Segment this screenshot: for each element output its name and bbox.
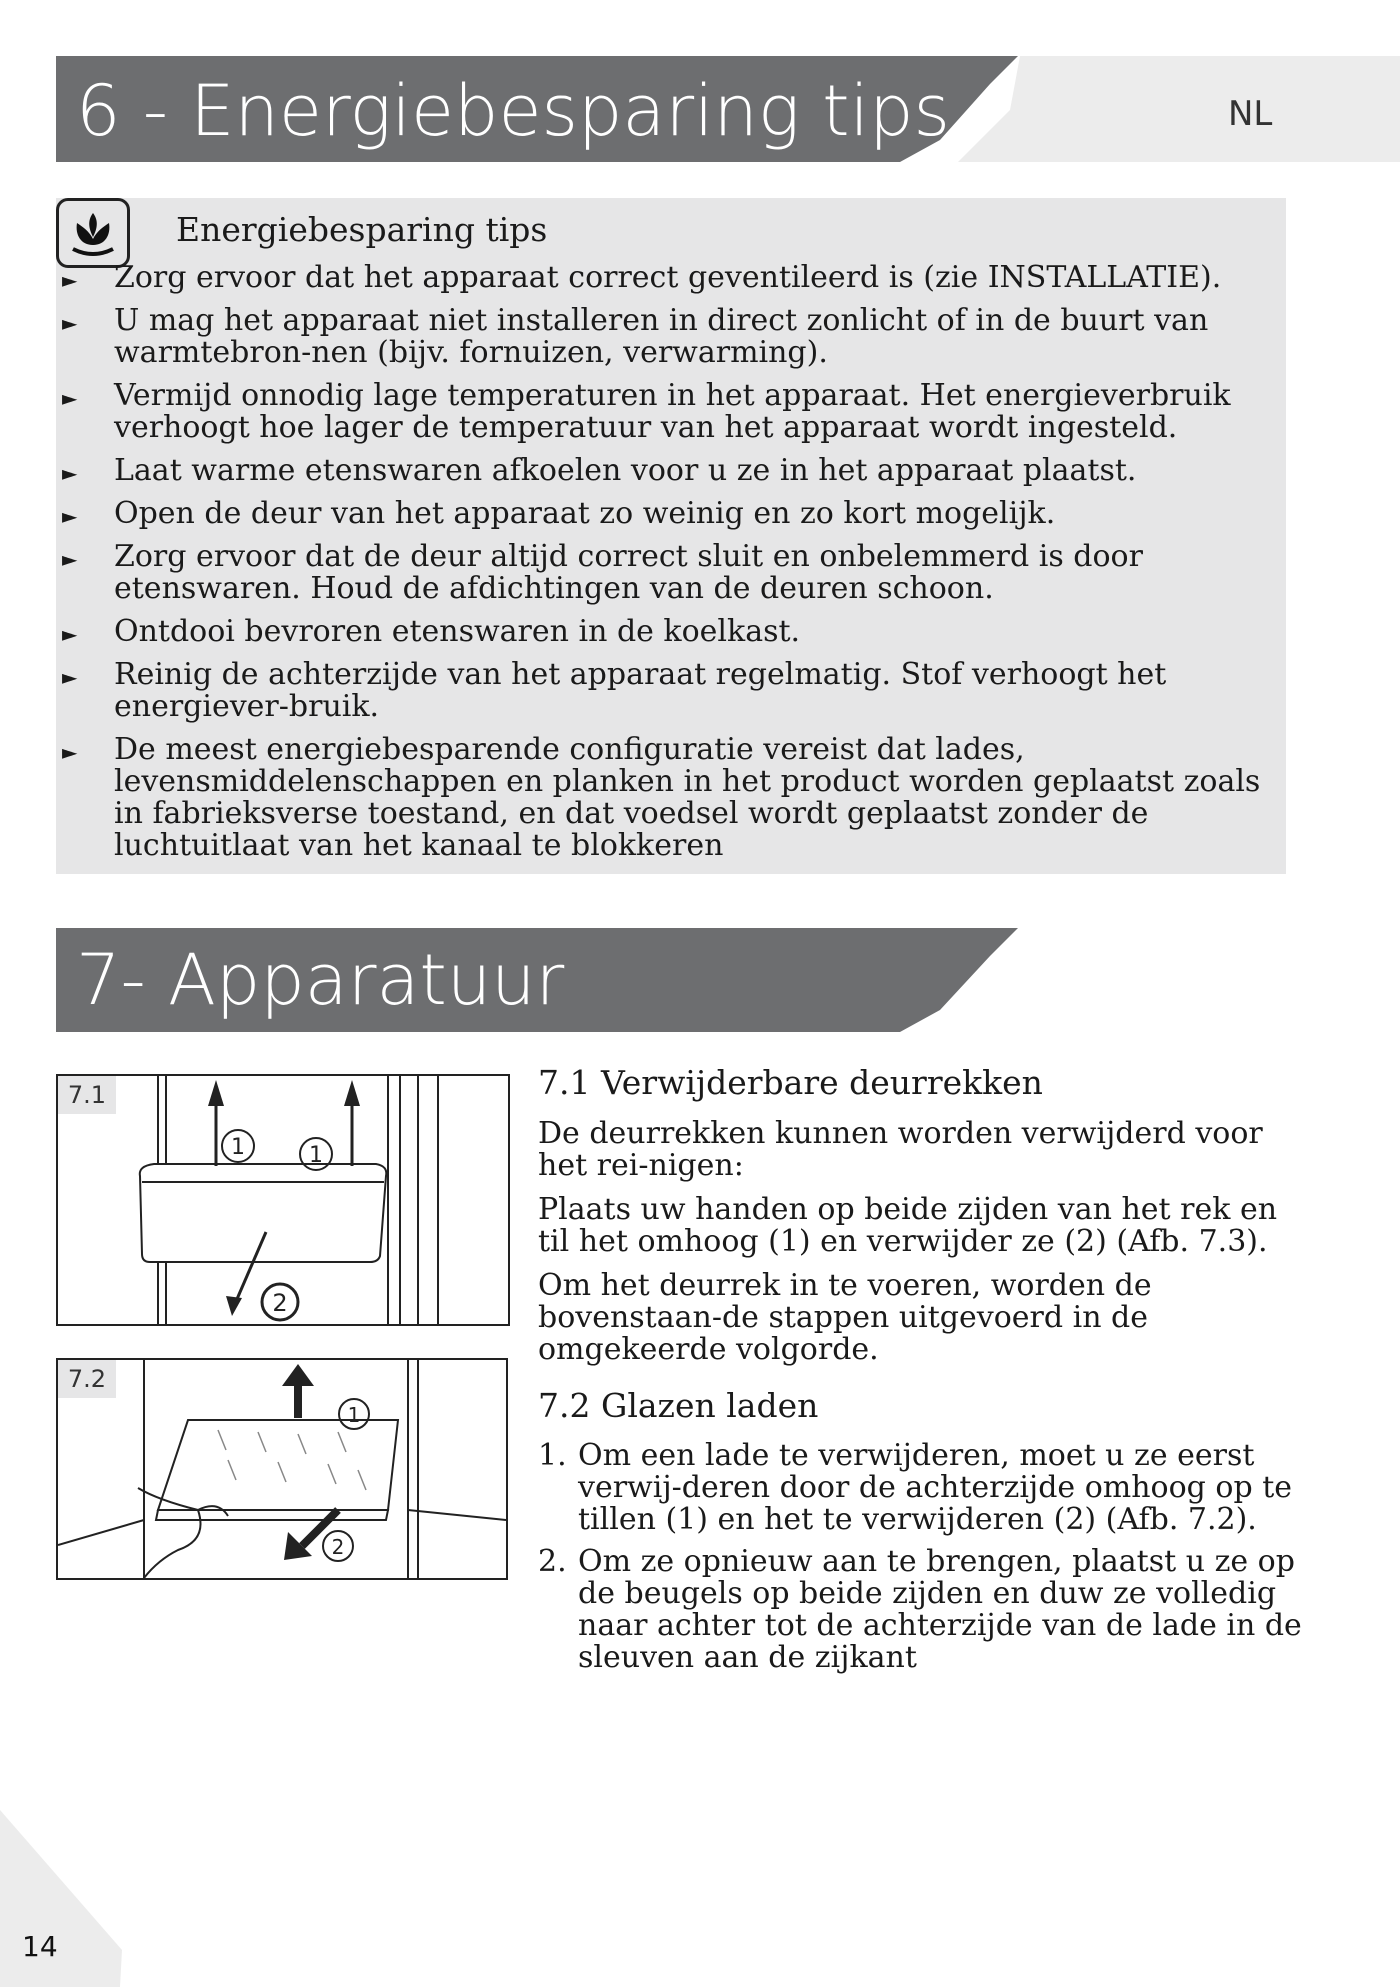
bullet-arrow-icon: ► [62,622,78,646]
callout-1: 1 [309,1143,323,1168]
bullet-arrow-icon: ► [62,547,78,571]
figure-label: 7.1 [58,1076,116,1114]
list-item: ► Reinig de achterzijde van het apparaat regelmatig. Stof verhoogt het energiever-bruik. [62,657,1167,724]
list-item: ► Laat warme etenswaren afkoelen voor u ze in het apparaat plaatst. [62,453,1137,488]
bullet-arrow-icon: ► [62,386,78,410]
bullet-arrow-icon: ► [62,268,78,292]
bullet-arrow-icon: ► [62,740,78,764]
bullet-arrow-icon: ► [62,665,78,689]
list-item: ► Zorg ervoor dat het apparaat correct geventileerd is (zie INSTALLATIE). [62,260,1222,295]
figure-label: 7.2 [58,1360,116,1398]
list-item: ► Open de deur van het apparaat zo weinig en zo kort mogelijk. [62,496,1056,531]
callout-2: 2 [331,1535,345,1559]
tips-heading: Energiebesparing tips [176,210,548,249]
language-code: NL [1228,94,1273,134]
energy-saving-leaf-icon [56,198,130,268]
figure-7-2 [56,1358,508,1580]
bullet-arrow-icon: ► [62,461,78,485]
list-item: 2. Om ze opnieuw aan te brengen, plaatst u ze op de beugels op beide zijden en duw ze volledig naar achter tot de achterzijde van de lade in de sleuven aan de zijkant [538,1544,1302,1675]
steps-list [538,1440,1308,1684]
callout-2: 2 [272,1289,288,1317]
paragraph: Om het deurrek in te voeren, worden de bovenstaan-de stappen uitgevoerd in de omgekeerde volgorde. [538,1268,1152,1367]
bullet-arrow-icon: ► [62,311,78,335]
list-item: ► Ontdooi bevroren etenswaren in de koelkast. [62,614,801,649]
subsection-7-1-heading: 7.1 Verwijderbare deurrekken [538,1063,1043,1102]
subsection-7-2-heading: 7.2 Glazen laden [538,1386,819,1425]
bullet-arrow-icon: ► [62,504,78,528]
tips-list [56,262,1271,873]
list-item: ► De meest energiebesparende configuratie vereist dat lades, levensmiddelenschappen en planken in het product worden geplaatst zoals in fabrieksverse toestand, en dat voedsel wordt geplaatst zonder de luchtuitlaat van het kanaal te blokkeren [62,732,1261,863]
list-item: 1. Om een lade te verwijderen, moet u ze eerst verwij-deren door de achterzijde omhoog op te tillen (1) en het te verwijderen (2) (Afb. 7.2). [538,1438,1293,1537]
figure-7-1 [56,1074,510,1326]
page-corner-tab [0,1810,130,1987]
section7-title: 7- Apparatuur [76,939,565,1021]
paragraph: De deurrekken kunnen worden verwijderd voor het rei-nigen: [538,1116,1263,1183]
list-item: ► U mag het apparaat niet installeren in direct zonlicht of in de buurt van warmtebron-nen (bijv. fornuizen, verwarming). [62,303,1209,370]
callout-1: 1 [347,1403,361,1427]
paragraph: Plaats uw handen op beide zijden van het rek en til het omhoog (1) en verwijder ze (2) (Afb. 7.3). [538,1192,1278,1259]
callout-1: 1 [231,1135,245,1160]
list-item: ► Vermijd onnodig lage temperaturen in het apparaat. Het energieverbruik verhoogt hoe lager de temperatuur van het apparaat wordt ingesteld. [62,378,1231,445]
page-number: 14 [22,1930,58,1963]
section6-title: 6 - Energiebesparing tips [76,70,950,152]
list-item: ► Zorg ervoor dat de deur altijd correct sluit en onbelemmerd is door etenswaren. Houd de afdichtingen van de deuren schoon. [62,539,1143,606]
